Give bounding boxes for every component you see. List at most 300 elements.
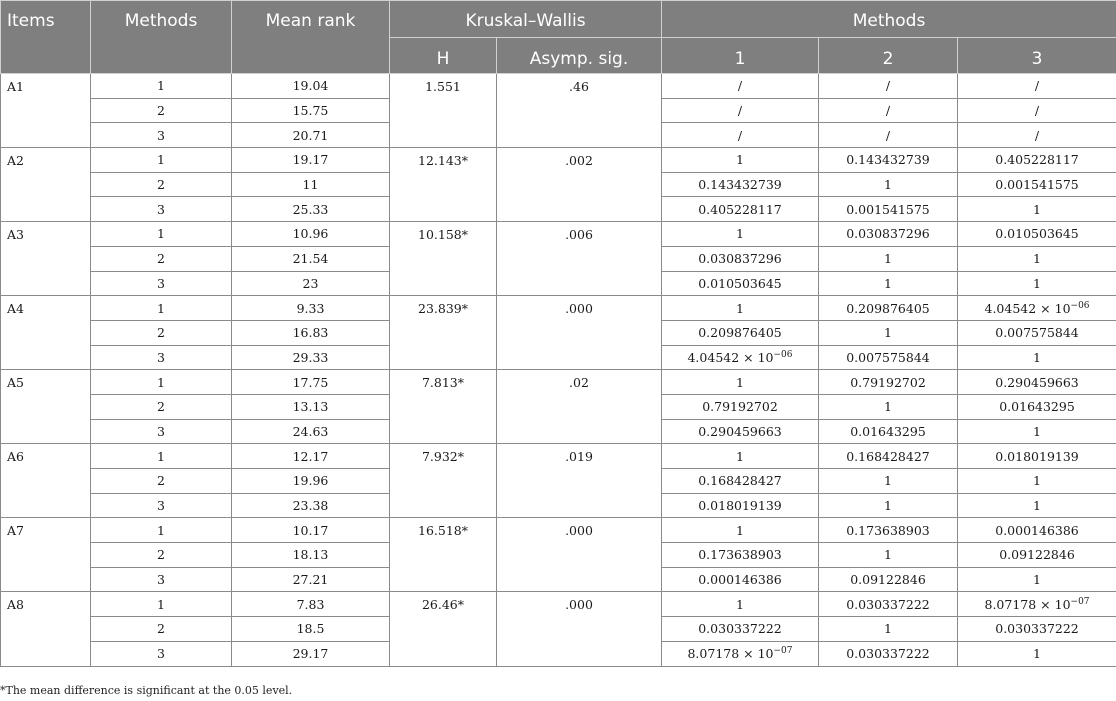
method-1-cell-text: 1: [736, 152, 744, 168]
method-1-cell: [662, 419, 819, 444]
method-cell: [91, 617, 232, 642]
item-name-text: A1: [7, 79, 24, 94]
method-cell-text: 3: [157, 498, 165, 514]
exponent: −06: [773, 349, 793, 360]
method-2-cell: [819, 592, 958, 617]
method-1-cell-text: 0.010503645: [698, 275, 782, 291]
table-row: [1, 370, 1116, 395]
method-3-cell: [958, 493, 1116, 518]
method-cell-text: 3: [157, 127, 165, 143]
method-3-cell-text: 0.290459663: [995, 374, 1079, 390]
table-row: [1, 148, 1116, 173]
method-cell: [91, 320, 232, 345]
method-3-cell-text: 0.010503645: [995, 226, 1079, 242]
method-cell-text: 1: [157, 300, 165, 316]
mean-rank-cell: [232, 222, 390, 247]
asymp-sig-value-text: .000: [565, 301, 593, 317]
method-3-cell: [958, 444, 1116, 469]
method-2-cell: [819, 271, 958, 296]
method-3-cell-text: 1: [1033, 423, 1041, 439]
method-2-cell-text: 0.143432739: [846, 152, 930, 168]
method-cell-text: 1: [157, 226, 165, 242]
method-2-cell: [819, 419, 958, 444]
method-1-cell: [662, 617, 819, 642]
method-1-cell-text: 0.209876405: [698, 325, 782, 341]
method-2-cell-text: /: [885, 127, 891, 143]
method-cell: [91, 641, 232, 666]
method-cell: [91, 567, 232, 592]
method-cell: [91, 419, 232, 444]
exponent: −06: [1070, 300, 1090, 311]
h-value-text: 26.46*: [421, 597, 465, 613]
asymp-sig-value: [497, 370, 662, 444]
h-value-text: 7.813*: [421, 375, 465, 391]
header-h: H: [390, 38, 497, 74]
mean-rank-cell: [232, 592, 390, 617]
item-name: [1, 296, 91, 370]
mean-rank-cell-text: 29.17: [292, 646, 329, 662]
method-3-cell: [958, 296, 1116, 321]
mean-rank-cell-text: 27.21: [292, 572, 329, 588]
method-cell-text: 3: [157, 275, 165, 291]
method-2-cell-text: 1: [884, 399, 892, 415]
mean-rank-cell: [232, 543, 390, 568]
method-2-cell: [819, 74, 958, 99]
method-3-cell-text: 0.030337222: [995, 621, 1079, 637]
mean-rank-cell-text: 12.17: [292, 448, 329, 464]
method-3-cell: [958, 222, 1116, 247]
mean-rank-cell-text: 25.33: [292, 201, 329, 217]
mean-rank-cell: [232, 567, 390, 592]
mean-rank-cell: [232, 493, 390, 518]
item-name: [1, 518, 91, 592]
mean-rank-cell-text: 16.83: [292, 325, 329, 341]
method-1-cell-text: 1: [736, 374, 744, 390]
method-1-cell: [662, 469, 819, 494]
item-name-text: A8: [7, 597, 24, 613]
method-1-cell-text: 0.173638903: [698, 547, 782, 563]
method-1-cell: [662, 543, 819, 568]
h-value-text: 1.551: [425, 79, 461, 94]
table-body: [1, 74, 1116, 667]
method-cell-text: 3: [157, 201, 165, 217]
header-method-3: 3: [958, 38, 1116, 74]
item-name: [1, 444, 91, 518]
method-3-cell-text: 1: [1033, 498, 1041, 514]
mean-rank-cell: [232, 345, 390, 370]
method-2-cell-text: 0.79192702: [850, 374, 926, 390]
method-2-cell: [819, 641, 958, 666]
method-3-cell: [958, 197, 1116, 222]
method-3-cell-text: 0.001541575: [995, 177, 1079, 193]
method-cell-text: 2: [157, 325, 165, 341]
mean-rank-cell-text: 24.63: [292, 423, 329, 439]
item-name-text: A5: [7, 375, 24, 391]
method-3-cell-text: 1: [1033, 572, 1041, 588]
method-1-cell-text: 0.143432739: [698, 177, 782, 193]
method-2-cell: [819, 543, 958, 568]
method-2-cell: [819, 493, 958, 518]
mean-rank-cell: [232, 394, 390, 419]
asymp-sig-value-text: .000: [565, 523, 593, 539]
method-cell-text: 2: [157, 547, 165, 563]
h-value: [390, 74, 497, 148]
method-2-cell-text: 0.001541575: [846, 201, 930, 217]
method-cell-text: 1: [157, 522, 165, 538]
mean-rank-cell: [232, 246, 390, 271]
method-cell: [91, 370, 232, 395]
table-header: [1, 1, 1116, 74]
method-3-cell: [958, 592, 1116, 617]
asymp-sig-value-text: .006: [565, 227, 593, 243]
header-methods-group: Methods: [662, 1, 1116, 38]
method-1-cell: [662, 567, 819, 592]
mean-rank-cell-text: 20.71: [292, 127, 329, 143]
table-row: [1, 74, 1116, 99]
h-value: [390, 222, 497, 296]
method-cell-text: 1: [157, 596, 165, 612]
method-2-cell: [819, 394, 958, 419]
method-2-cell-text: 1: [884, 325, 892, 341]
item-name: [1, 370, 91, 444]
mean-rank-cell: [232, 172, 390, 197]
method-1-cell: [662, 592, 819, 617]
mean-rank-cell-text: 19.17: [292, 152, 329, 168]
method-2-cell-text: 0.173638903: [846, 522, 930, 538]
method-cell: [91, 469, 232, 494]
item-name: [1, 222, 91, 296]
method-2-cell-text: 0.168428427: [846, 448, 930, 464]
method-3-cell: [958, 370, 1116, 395]
item-name: [1, 148, 91, 222]
mean-rank-cell: [232, 98, 390, 123]
mean-rank-cell: [232, 74, 390, 99]
method-1-cell: [662, 518, 819, 543]
method-cell-text: 3: [157, 349, 165, 365]
method-3-cell: [958, 246, 1116, 271]
header-items: Items: [1, 1, 91, 74]
method-1-cell-text: /: [737, 127, 743, 143]
h-value: [390, 518, 497, 592]
method-cell-text: 2: [157, 103, 165, 119]
method-2-cell-text: /: [885, 103, 891, 119]
method-3-cell-text: 0.018019139: [995, 448, 1079, 464]
method-1-cell: [662, 370, 819, 395]
method-2-cell: [819, 320, 958, 345]
method-1-cell-text: 1: [736, 448, 744, 464]
method-cell: [91, 518, 232, 543]
method-3-cell-text: 1: [1033, 473, 1041, 489]
method-3-cell: [958, 394, 1116, 419]
method-cell: [91, 592, 232, 617]
method-2-cell: [819, 222, 958, 247]
mean-rank-cell-text: 21.54: [292, 251, 329, 267]
mean-rank-cell-text: 23: [302, 275, 319, 291]
method-2-cell-text: 0.007575844: [846, 349, 930, 365]
method-2-cell: [819, 148, 958, 173]
method-1-cell-text: 8.07178 × 10: [687, 646, 774, 662]
method-2-cell-text: 0.209876405: [846, 300, 930, 316]
mean-rank-cell: [232, 641, 390, 666]
method-3-cell: [958, 641, 1116, 666]
method-2-cell-text: 0.030337222: [846, 646, 930, 662]
mean-rank-cell: [232, 370, 390, 395]
method-2-cell: [819, 345, 958, 370]
method-2-cell: [819, 518, 958, 543]
header-mean-rank: Mean rank: [232, 1, 390, 74]
method-3-cell: [958, 419, 1116, 444]
method-1-cell-text: /: [737, 103, 743, 119]
method-3-cell: [958, 271, 1116, 296]
method-3-cell-text: 1: [1033, 251, 1041, 267]
method-1-cell-text: 0.79192702: [702, 399, 778, 415]
mean-rank-cell-text: 11: [302, 177, 319, 193]
method-cell: [91, 222, 232, 247]
method-cell-text: 1: [157, 374, 165, 390]
method-cell: [91, 493, 232, 518]
method-cell: [91, 74, 232, 99]
h-value: [390, 148, 497, 222]
mean-rank-cell: [232, 296, 390, 321]
method-3-cell: [958, 320, 1116, 345]
asymp-sig-value: [497, 592, 662, 666]
table-row: [1, 444, 1116, 469]
method-2-cell-text: 1: [884, 547, 892, 563]
method-3-cell-text: /: [1034, 78, 1040, 94]
mean-rank-cell: [232, 123, 390, 148]
method-cell: [91, 296, 232, 321]
method-2-cell-text: 1: [884, 177, 892, 193]
header-kruskal-wallis: Kruskal–Wallis: [390, 1, 662, 38]
exponent: −07: [773, 646, 793, 656]
mean-rank-cell-text: 7.83: [296, 596, 325, 612]
method-3-cell-text: 0.007575844: [995, 325, 1079, 341]
method-2-cell-text: 1: [884, 621, 892, 637]
method-3-cell: [958, 518, 1116, 543]
method-1-cell: [662, 444, 819, 469]
mean-rank-cell-text: 15.75: [292, 103, 329, 119]
method-3-cell: [958, 123, 1116, 148]
method-1-cell: [662, 172, 819, 197]
method-2-cell: [819, 296, 958, 321]
asymp-sig-value: [497, 296, 662, 370]
asymp-sig-value-text: .000: [565, 597, 593, 613]
method-3-cell-text: 0.09122846: [999, 547, 1075, 563]
header-method-2: 2: [819, 38, 958, 74]
method-cell: [91, 394, 232, 419]
item-name-text: A2: [7, 153, 24, 169]
method-1-cell-text: /: [737, 78, 743, 94]
method-1-cell-text: 1: [736, 300, 744, 316]
item-name: [1, 74, 91, 148]
method-3-cell-text: 0.405228117: [995, 152, 1079, 168]
method-2-cell: [819, 617, 958, 642]
method-2-cell: [819, 469, 958, 494]
method-1-cell: [662, 197, 819, 222]
method-3-cell-text: 1: [1033, 201, 1041, 217]
h-value: [390, 444, 497, 518]
method-cell-text: 1: [157, 152, 165, 168]
method-1-cell-text: 0.018019139: [698, 498, 782, 514]
method-2-cell: [819, 197, 958, 222]
mean-rank-cell: [232, 469, 390, 494]
method-3-cell-text: 0.01643295: [999, 399, 1075, 415]
mean-rank-cell: [232, 197, 390, 222]
mean-rank-cell: [232, 444, 390, 469]
mean-rank-cell-text: 10.96: [292, 226, 329, 242]
method-cell-text: 2: [157, 399, 165, 415]
mean-rank-cell-text: 17.75: [292, 374, 329, 390]
h-value-text: 12.143*: [418, 153, 468, 169]
method-2-cell-text: 1: [884, 251, 892, 267]
method-cell-text: 2: [157, 621, 165, 637]
method-3-cell-text: 1: [1033, 646, 1041, 662]
item-name-text: A3: [7, 227, 24, 243]
method-2-cell: [819, 444, 958, 469]
method-2-cell: [819, 370, 958, 395]
method-cell: [91, 271, 232, 296]
h-value: [390, 370, 497, 444]
method-3-cell-text: /: [1034, 103, 1040, 119]
h-value-text: 10.158*: [418, 227, 468, 243]
asymp-sig-value-text: .02: [569, 375, 589, 391]
item-name-text: A6: [7, 449, 24, 465]
method-3-cell: [958, 567, 1116, 592]
method-2-cell-text: 1: [884, 473, 892, 489]
exponent: −07: [1070, 596, 1090, 607]
method-1-cell: [662, 493, 819, 518]
method-3-cell-text: 1: [1033, 349, 1041, 365]
mean-rank-cell-text: 29.33: [292, 349, 329, 365]
table-row: [1, 222, 1116, 247]
method-2-cell: [819, 246, 958, 271]
method-1-cell-text: 0.290459663: [698, 423, 782, 439]
method-1-cell: [662, 345, 819, 370]
method-3-cell-text: 4.04542 × 10: [984, 300, 1071, 316]
asymp-sig-value: [497, 222, 662, 296]
table-row: [1, 518, 1116, 543]
method-1-cell-text: 0.168428427: [698, 473, 782, 489]
mean-rank-cell: [232, 518, 390, 543]
method-1-cell-text: 1: [736, 522, 744, 538]
method-cell: [91, 246, 232, 271]
method-cell: [91, 345, 232, 370]
method-cell: [91, 197, 232, 222]
method-3-cell-text: 8.07178 × 10: [984, 596, 1071, 612]
method-cell: [91, 444, 232, 469]
method-cell: [91, 543, 232, 568]
h-value-text: 16.518*: [418, 523, 468, 539]
mean-rank-cell-text: 13.13: [292, 399, 329, 415]
method-2-cell-text: 0.01643295: [850, 423, 926, 439]
mean-rank-cell-text: 10.17: [292, 522, 329, 538]
method-cell-text: 2: [157, 177, 165, 193]
method-3-cell: [958, 469, 1116, 494]
mean-rank-cell: [232, 617, 390, 642]
method-cell-text: 3: [157, 423, 165, 439]
mean-rank-cell: [232, 271, 390, 296]
h-value: [390, 296, 497, 370]
method-3-cell: [958, 98, 1116, 123]
method-3-cell-text: 1: [1033, 275, 1041, 291]
method-cell-text: 2: [157, 473, 165, 489]
method-1-cell: [662, 98, 819, 123]
table-row: [1, 296, 1116, 321]
method-1-cell: [662, 320, 819, 345]
mean-rank-cell: [232, 419, 390, 444]
method-cell-text: 3: [157, 646, 165, 662]
method-1-cell-text: 1: [736, 596, 744, 612]
method-1-cell-text: 4.04542 × 10: [687, 349, 774, 365]
method-3-cell: [958, 345, 1116, 370]
method-3-cell: [958, 74, 1116, 99]
method-1-cell: [662, 74, 819, 99]
asymp-sig-value-text: .019: [565, 449, 593, 465]
asymp-sig-value: [497, 74, 662, 148]
method-cell: [91, 123, 232, 148]
method-2-cell-text: /: [885, 78, 891, 94]
method-cell: [91, 148, 232, 173]
asymp-sig-value: [497, 148, 662, 222]
method-1-cell: [662, 394, 819, 419]
method-1-cell-text: 0.030337222: [698, 621, 782, 637]
method-1-cell: [662, 296, 819, 321]
method-2-cell-text: 1: [884, 498, 892, 514]
method-2-cell: [819, 123, 958, 148]
asymp-sig-value: [497, 444, 662, 518]
method-3-cell-text: /: [1034, 127, 1040, 143]
mean-rank-cell-text: 9.33: [296, 300, 325, 316]
method-1-cell: [662, 246, 819, 271]
method-2-cell-text: 1: [884, 275, 892, 291]
method-cell: [91, 172, 232, 197]
method-1-cell: [662, 123, 819, 148]
method-1-cell-text: 0.030837296: [698, 251, 782, 267]
h-value: [390, 592, 497, 666]
method-2-cell: [819, 567, 958, 592]
method-1-cell: [662, 222, 819, 247]
item-name-text: A4: [7, 301, 24, 317]
method-3-cell-text: 0.000146386: [995, 522, 1079, 538]
mean-rank-cell-text: 23.38: [292, 498, 329, 514]
mean-rank-cell-text: 18.5: [296, 621, 325, 637]
asymp-sig-value-text: .46: [569, 79, 589, 94]
method-cell: [91, 98, 232, 123]
header-asymp-sig: Asymp. sig.: [497, 38, 662, 74]
header-methods: Methods: [91, 1, 232, 74]
asymp-sig-value-text: .002: [565, 153, 593, 169]
method-1-cell: [662, 271, 819, 296]
method-2-cell: [819, 172, 958, 197]
h-value-text: 7.932*: [421, 449, 465, 465]
method-3-cell: [958, 172, 1116, 197]
method-3-cell: [958, 543, 1116, 568]
item-name-text: A7: [7, 523, 24, 539]
method-1-cell: [662, 641, 819, 666]
mean-rank-cell-text: 19.04: [292, 78, 329, 94]
method-3-cell: [958, 617, 1116, 642]
method-3-cell: [958, 148, 1116, 173]
mean-rank-cell: [232, 148, 390, 173]
method-cell-text: 2: [157, 251, 165, 267]
method-1-cell: [662, 148, 819, 173]
asymp-sig-value: [497, 518, 662, 592]
method-1-cell-text: 0.000146386: [698, 572, 782, 588]
h-value-text: 23.839*: [418, 301, 468, 317]
table-row: [1, 592, 1116, 617]
method-2-cell-text: 0.030337222: [846, 596, 930, 612]
method-1-cell-text: 1: [736, 226, 744, 242]
